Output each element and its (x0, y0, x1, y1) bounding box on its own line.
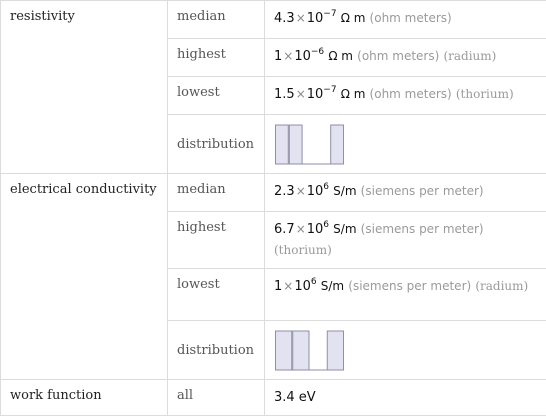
row-label: median (168, 174, 265, 212)
mantissa: 2.3 (274, 184, 295, 199)
base: 10 (307, 184, 324, 199)
mantissa: 6.7 (274, 222, 295, 237)
mantissa: 1 (274, 279, 282, 294)
conductivity-histogram (274, 329, 346, 371)
value-cell: 3.4 eV (265, 380, 546, 416)
distribution-cell (265, 115, 546, 174)
histogram-bar (293, 331, 309, 370)
value-cell (265, 1, 546, 39)
exponent: −7 (323, 85, 336, 95)
unit-name: (siemens per meter) (361, 222, 484, 236)
unit-name: (siemens per meter) (361, 184, 484, 198)
base: 10 (307, 222, 324, 237)
row-label: median (168, 1, 265, 39)
histogram-bar (276, 125, 289, 164)
times-sign: × (295, 222, 307, 236)
distribution-cell (265, 321, 546, 380)
unit: S/m (333, 222, 356, 236)
exponent: 6 (323, 220, 329, 230)
base: 10 (307, 87, 324, 102)
times-sign: × (282, 49, 294, 63)
histogram-bar (327, 331, 343, 370)
unit: Ω m (328, 49, 353, 63)
unit-name: (ohm meters) (357, 49, 439, 63)
unit: S/m (321, 279, 344, 293)
histogram-bar (331, 125, 344, 164)
row-label: highest (168, 212, 265, 269)
row-label: distribution (168, 115, 265, 174)
source-element: (thorium) (456, 87, 514, 101)
base: 10 (294, 49, 311, 64)
histogram-bar (276, 331, 292, 370)
unit: Ω m (341, 87, 366, 101)
times-sign: × (282, 279, 294, 293)
unit-name: (siemens per meter) (348, 279, 471, 293)
property-name: resistivity (1, 1, 168, 174)
unit-name: (ohm meters) (370, 11, 452, 25)
times-sign: × (295, 11, 307, 25)
property-name: work function (1, 380, 168, 416)
source-element: (radium) (475, 279, 528, 293)
unit: Ω m (341, 11, 366, 25)
value-cell (265, 269, 546, 321)
row-label: distribution (168, 321, 265, 380)
value-cell (265, 39, 546, 77)
value-cell (265, 212, 546, 269)
mantissa: 1 (274, 49, 282, 64)
histogram-bar (289, 125, 302, 164)
exponent: 6 (311, 277, 317, 287)
table-row (1, 1, 546, 39)
unit: S/m (333, 184, 356, 198)
table-row (1, 380, 546, 416)
value-cell (265, 77, 546, 115)
exponent: −7 (323, 9, 336, 19)
times-sign: × (295, 87, 307, 101)
base: 10 (307, 11, 324, 26)
property-name: electrical conductivity (1, 174, 168, 380)
row-label: lowest (168, 269, 265, 321)
base: 10 (294, 279, 311, 294)
times-sign: × (295, 184, 307, 198)
unit-name: (ohm meters) (370, 87, 452, 101)
row-label: lowest (168, 77, 265, 115)
table-row (1, 174, 546, 212)
mantissa: 1.5 (274, 87, 295, 102)
row-label: highest (168, 39, 265, 77)
source-element: (thorium) (274, 243, 332, 257)
exponent: 6 (323, 182, 329, 192)
source-element: (radium) (443, 49, 496, 63)
value-cell (265, 174, 546, 212)
resistivity-histogram (274, 123, 346, 165)
exponent: −6 (311, 47, 324, 57)
mantissa: 4.3 (274, 11, 295, 26)
row-label: all (168, 380, 265, 416)
